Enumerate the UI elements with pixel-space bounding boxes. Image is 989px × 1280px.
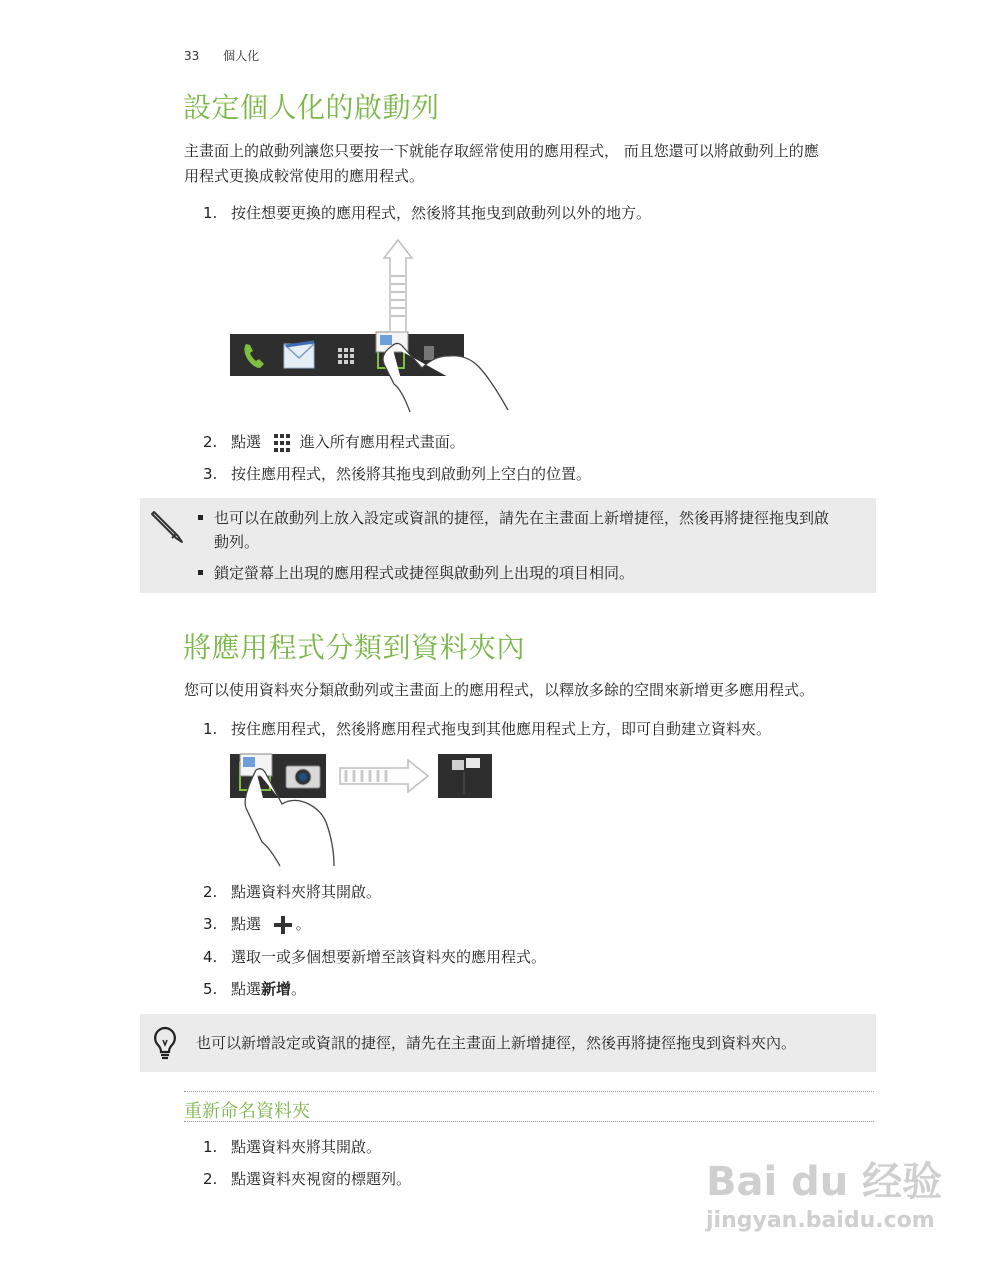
step-number: 4.: [203, 948, 218, 966]
step-item: [203, 463, 591, 484]
mail-icon: [284, 342, 314, 368]
right-arrow-icon: [340, 760, 428, 792]
page-header: [184, 47, 259, 64]
step-number: 3.: [203, 465, 218, 483]
step-text: 點選: [231, 433, 262, 451]
tip-box: [140, 1014, 876, 1072]
step-item: [203, 718, 771, 739]
bullet-marker: [198, 570, 203, 575]
camera-icon: [424, 346, 434, 360]
step-text: 進入所有應用程式畫面。: [299, 433, 465, 451]
note-line: 鎖定螢幕上出現的應用程式或捷徑與啟動列上出現的項目相同。: [214, 564, 635, 582]
up-arrow-icon: [384, 240, 412, 332]
step-item: [203, 978, 306, 999]
step-number: 2.: [203, 1170, 218, 1188]
note-bullet: [214, 561, 876, 585]
pencil-icon: [148, 510, 184, 546]
folder-icon: [438, 754, 492, 798]
step-number: 1.: [203, 720, 218, 738]
step-number: 2.: [203, 883, 218, 901]
step-text: 點選: [231, 915, 262, 933]
step-text: 選取一或多個想要新增至該資料夾的應用程式。: [231, 948, 547, 966]
step-text: 點選資料夾將其開啟。: [231, 883, 382, 901]
step-item: [203, 1136, 381, 1157]
step-bold-text: 新增: [261, 980, 292, 998]
intro-line: 用程式更換成較常使用的應用程式。: [184, 167, 425, 185]
step-text: 點選資料夾視窗的標題列。: [231, 1170, 412, 1188]
step-item: [203, 881, 381, 902]
step-text: 按住應用程式，然後將其拖曳到啟動列上空白的位置。: [231, 465, 592, 483]
all-apps-icon: [338, 348, 354, 364]
subhead-bottom-rule: [184, 1121, 874, 1122]
step-item: [203, 202, 651, 223]
watermark-logo: Bai du 经验: [706, 1159, 943, 1205]
subsection-title: 重新命名資料夾: [184, 1101, 310, 1122]
step-text: 。: [291, 980, 307, 998]
step-number: 2.: [203, 433, 218, 451]
intro-line: 主畫面上的啟動列讓您只要按一下就能存取經常使用的應用程式， 而且您還可以將啟動列上的應: [184, 142, 819, 160]
page-number: 33: [184, 49, 200, 63]
step-number: 1.: [203, 204, 218, 222]
watermark-url: jingyan.baidu.com: [706, 1208, 935, 1233]
note-bullet: [214, 506, 876, 554]
step-text: 點選: [231, 980, 262, 998]
step-text: 按住應用程式，然後將應用程式拖曳到其他應用程式上方，即可自動建立資料夾。: [231, 720, 772, 738]
create-folder-illustration: [228, 750, 498, 868]
step-text: 按住想要更換的應用程式，然後將其拖曳到啟動列以外的地方。: [231, 204, 652, 222]
note-line: 動列。: [214, 533, 260, 551]
camera-icon: [286, 766, 320, 788]
launch-bar-drag-illustration: [228, 236, 518, 414]
bullet-marker: [198, 515, 203, 520]
section2-intro: 您可以使用資料夾分類啟動列或主畫面上的應用程式，以釋放多餘的空間來新增更多應用程式。: [184, 681, 815, 699]
step-text: 。: [295, 915, 311, 933]
step-text: 點選資料夾將其開啟。: [231, 1138, 382, 1156]
section-title-launch-bar: 設定個人化的啟動列: [183, 91, 440, 124]
step-number: 3.: [203, 915, 218, 933]
tip-text: 也可以新增設定或資訊的捷徑，請先在主畫面上新增捷徑，然後再將捷徑拖曳到資料夾內。: [196, 1034, 797, 1052]
step-number: 5.: [203, 980, 218, 998]
header-section: 個人化: [223, 49, 260, 63]
step-item: [203, 946, 546, 967]
step-number: 1.: [203, 1138, 218, 1156]
all-apps-grid-icon: [272, 433, 294, 453]
subhead-top-rule: [184, 1091, 874, 1092]
step-item: [203, 431, 465, 453]
section-title-folders: 將應用程式分類到資料夾內: [183, 631, 526, 664]
note-box: [140, 498, 876, 593]
note-line: 也可以在啟動列上放入設定或資訊的捷徑，請先在主畫面上新增捷徑，然後再將捷徑拖曳到啟: [214, 509, 830, 527]
step-item: [203, 1168, 411, 1189]
step-item: [203, 913, 311, 935]
plus-icon: [272, 915, 294, 935]
section1-intro: [184, 139, 884, 189]
lightbulb-icon: [150, 1026, 180, 1060]
